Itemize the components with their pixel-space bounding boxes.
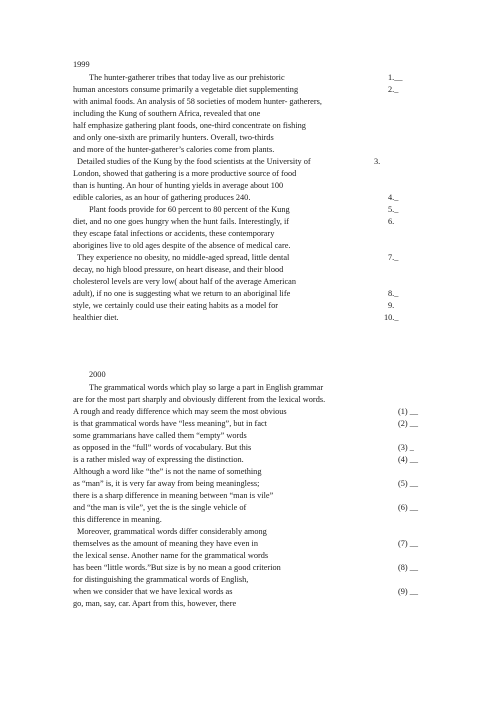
passage-line: is that grammatical words have “less meaning”, but in fact: [73, 419, 267, 428]
passage-line: Plant foods provide for 60 percent to 80 percent of the Kung: [89, 205, 290, 214]
passage-line: half emphasize gathering plant foods, one-third concentrate on fishing: [73, 121, 306, 130]
passage-line: some grammarians have called them “empty” words: [73, 431, 247, 440]
passage-line: healthier diet.: [73, 313, 119, 322]
passage-line: there is a sharp difference in meaning between “man is vile”: [73, 491, 274, 500]
passage-line: adult), if no one is suggesting what we return to an aboriginal life: [73, 289, 291, 298]
passage-line: decay, no high blood pressure, on heart disease, and their blood: [73, 265, 284, 274]
answer-marker: (4) __: [398, 455, 419, 464]
answer-marker: 6.: [388, 217, 395, 226]
passage-line: edible calories, as an hour of gathering produces 240.: [73, 193, 251, 202]
answer-marker: (8) __: [398, 563, 419, 572]
passage-line: is a rather misled way of expressing the distinction.: [73, 455, 244, 464]
answer-marker: (9) __: [398, 587, 419, 596]
answer-marker: (6) __: [398, 503, 419, 512]
passage-line: themselves as the amount of meaning they have even in: [73, 539, 259, 548]
passage-line: human ancestors consume primarily a vegetable diet supplementing: [73, 85, 299, 94]
passage-line: than is hunting. An hour of hunting yields in average about 100: [73, 181, 284, 190]
passage-line: and more of the hunter-gatherer’s calories come from plants.: [73, 145, 275, 154]
answer-marker: 5._: [388, 205, 399, 214]
section-year: 2000: [89, 370, 106, 379]
answer-marker: (3) _: [398, 443, 414, 452]
passage-line: including the Kung of southern Africa, revealed that one: [73, 109, 261, 118]
passage-line: cholesterol levels are very low( about half of the average American: [73, 277, 296, 286]
passage-line: this difference in meaning.: [73, 515, 162, 524]
section-year: 1999: [73, 60, 90, 69]
passage-line: London, showed that gathering is a more productive source of food: [73, 169, 297, 178]
passage-line: as opposed in the “full” words of vocabulary. But this: [73, 443, 252, 452]
passage-line: for distinguishing the grammatical words of English,: [73, 575, 249, 584]
passage-line: with animal foods. An analysis of 58 societies of modem hunter- gatherers,: [73, 97, 322, 106]
passage-line: The grammatical words which play so large a part in English grammar: [89, 383, 324, 392]
answer-marker: (5) __: [398, 479, 419, 488]
passage-line: they escape fatal infections or accidents, these contemporary: [73, 229, 275, 238]
passage-line: Although a word like “the” is not the name of something: [73, 467, 262, 476]
passage-line: and only one-sixth are primarily hunters. Overall, two-thirds: [73, 133, 274, 142]
passage-line: style, we certainly could use their eating habits as a model for: [73, 301, 279, 310]
passage-line: the lexical sense. Another name for the grammatical words: [73, 551, 269, 560]
answer-marker: 9.: [388, 301, 395, 310]
passage-line: as “man” is, it is very far away from being meaningless;: [73, 479, 260, 488]
passage-line: diet, and no one goes hungry when the hunt fails. Interestingly, if: [73, 217, 290, 226]
passage-line: They experience no obesity, no middle-aged spread, little dental: [77, 253, 290, 262]
passage-line: are for the most part sharply and obviously different from the lexical words.: [73, 395, 326, 404]
passage-line: Moreover, grammatical words differ considerably among: [77, 527, 267, 536]
passage-line: A rough and ready difference which may seem the most obvious: [73, 407, 287, 416]
passage-line: Detailed studies of the Kung by the food scientists at the University of: [77, 157, 311, 166]
answer-marker: 8._: [388, 289, 399, 298]
answer-marker: 7._: [388, 253, 399, 262]
answer-marker: 3.: [374, 157, 381, 166]
passage-line: go, man, say, car. Apart from this, however, there: [73, 599, 237, 608]
passage-line: has been “little words.”But size is by no mean a good criterion: [73, 563, 281, 572]
answer-marker: 1.__: [388, 73, 403, 82]
answer-marker: 4._: [388, 193, 399, 202]
answer-marker: (7) __: [398, 539, 419, 548]
answer-marker: 10._: [384, 313, 399, 322]
answer-marker: (2) __: [398, 419, 419, 428]
passage-line: aborigines live to old ages despite of the absence of medical care.: [73, 241, 291, 250]
passage-line: The hunter-gatherer tribes that today live as our prehistoric: [89, 73, 285, 82]
passage-line: and “the man is vile”, yet the is the single vehicle of: [73, 503, 247, 512]
passage-line: when we consider that we have lexical words as: [73, 587, 233, 596]
answer-marker: (1) __: [398, 407, 419, 416]
answer-marker: 2._: [388, 85, 399, 94]
